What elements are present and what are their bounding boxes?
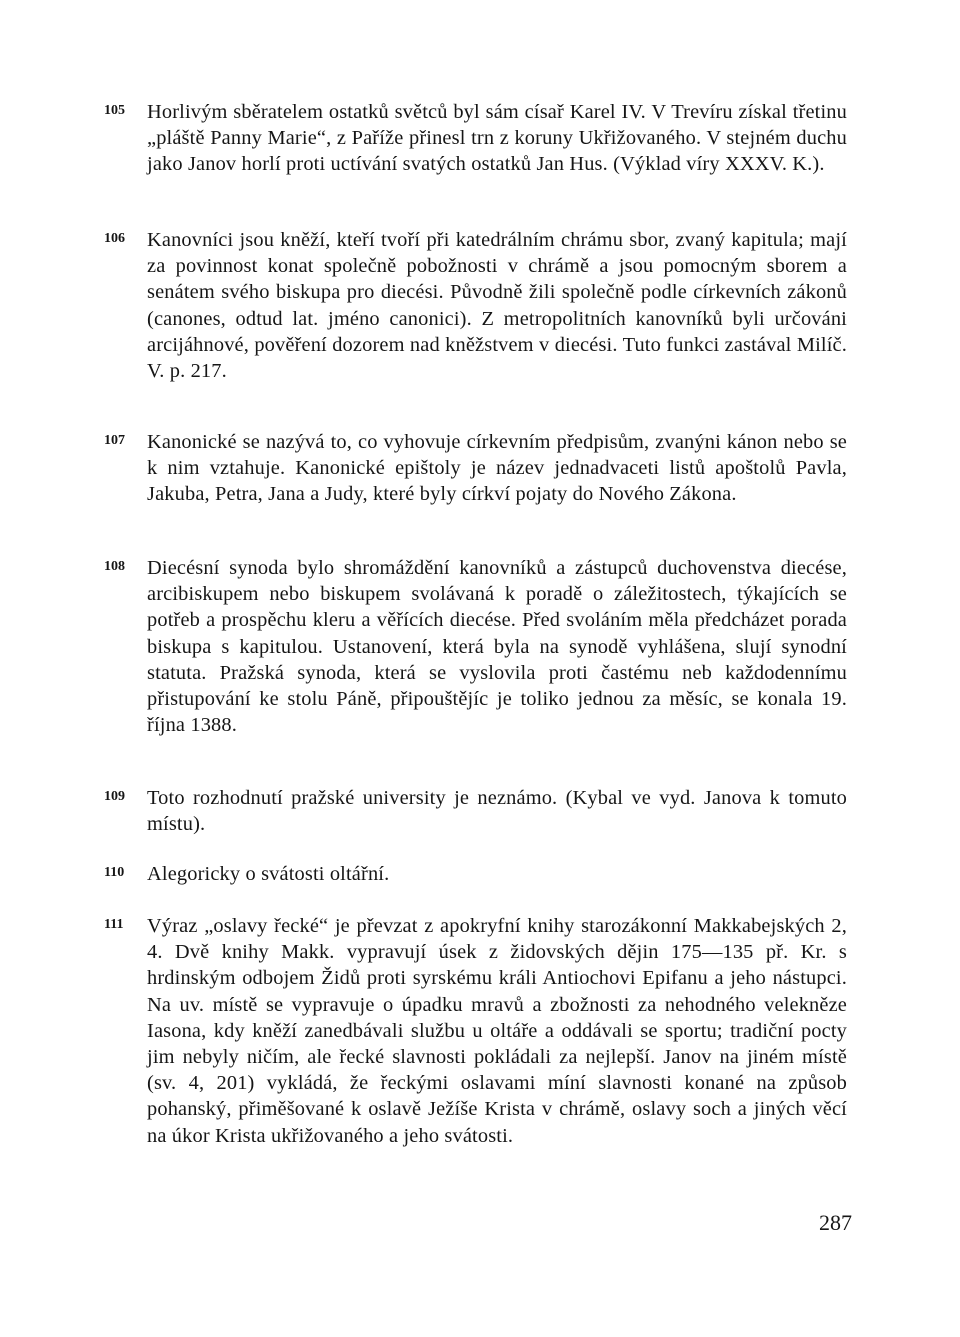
footnote-text: Kanonické se nazývá to, co vyhovuje církevním předpisům, zvanýni kánon nebo se k nim vztahuje. Kanonické epištoly je název jednadvaceti listů apoštolů Pavla, Jakuba, Petra, Jana a Judy, které byly církví pojaty do Nového Zákona. [147,431,847,506]
footnote-text: Horlivým sběratelem ostatků světců byl sám císař Karel IV. V Trevíru získal třetinu „pláště Panny Marie“, z Paříže přinesl trn z koruny Ukřižovaného. V stejném duchu jako Janov horlí proti uctívání svatých ostatků Jan Hus. (Výklad víry XXXV. K.). [147,101,847,176]
footnote-text: Diecésní synoda bylo shromáždění kanovníků a zástupců duchovenstva diecése, arcibiskupem nebo biskupem svolávaná k poradě o záležitostech, týkajících se potřeb a prospěchu kleru a věřících diecése. Před svoláním měla předcházet porada biskupa s kapitulou. Ustanovení, která byla na synodě vyhlášena, slují synodní statuta. Pražská synoda, která se vyslovila proti častému neb každodennímu přistupování ke stolu Páně, připouštějíc je toliko jednou za měsíc, se konala 19. října 1388. [147,557,847,737]
footnote-text: Toto rozhodnutí pražské university je neznámo. (Kybal ve vyd. Janova k tomuto místu). [147,787,847,836]
footnote-number: 111 [104,917,124,932]
footnote-text: Kanovníci jsou kněží, kteří tvoří při katedrálním chrámu sbor, zvaný kapitula; mají za povinnost konat společně pobožnosti v chrámě a jsou pomocným sborem a senátem svého biskupa pro diecési. Původně žili společně podle církevních zákonů (canones, odtud lat. jméno canonici). Z metropolitních kanovníků byli určováni arcijáhnové, pověření dozorem nad kněžstvem v diecési. Tuto funkci zastával Milíč. V. p. 217. [147,229,847,383]
footnote-text: Alegoricky o svátosti oltářní. [147,863,390,885]
footnote-text: Výraz „oslavy řecké“ je převzat z apokryfní knihy starozákonní Makkabejských 2, 4. Dvě knihy Makk. vypravují úsek z židovských dějin 175—135 př. Kr. s hrdinským odbojem Židů proti syrskému králi Antiochovi Epifanu a jeho nástupci. Na uv. místě se vypravuje o úpadku mravů a zbožnosti za nehodného velekněze Iasona, kdy kněží zanedbávali službu u oltáře a oddávali se sportu; tradiční pocty jim nebyly ničím, ale řecké slavnosti pokládali za nejlepší. Janov na jiném místě (sv. 4, 201) vykládá, že řeckými oslavami míní slavnosti konané na způsob pohanský, přiměšované k oslavě Ježíše Krista v chrámě, oslavy soch a jiných věcí na úkor Krista ukřižovaného a jeho svátosti. [147,915,847,1147]
footnote-number: 105 [104,103,125,118]
footnote-number: 107 [104,433,125,448]
page-number: 287 [819,1210,852,1235]
footnote-number: 106 [104,231,125,246]
footnote-number: 110 [104,865,125,880]
footnote-number: 109 [104,789,125,804]
footnote-number: 108 [104,559,125,574]
